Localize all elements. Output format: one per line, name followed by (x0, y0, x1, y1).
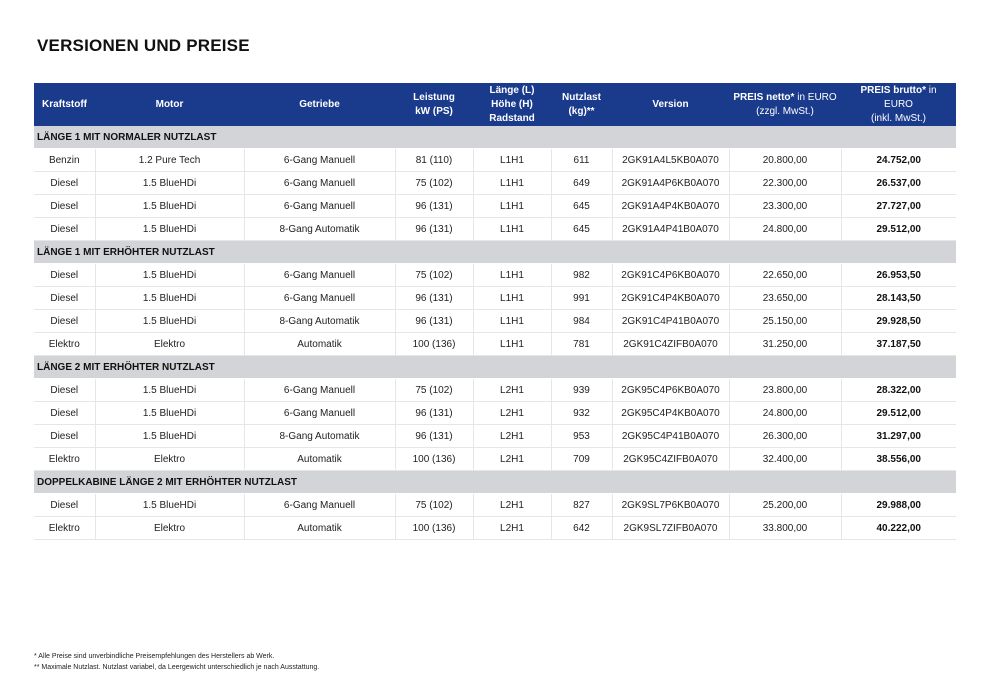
cell-fuel: Benzin (34, 149, 95, 172)
cell-price-net: 32.400,00 (729, 448, 841, 471)
header-power-line1: Leistung (413, 91, 455, 103)
header-gearbox: Getriebe (244, 83, 395, 126)
section-header-row (34, 356, 956, 379)
cell-fuel: Diesel (34, 218, 95, 241)
table-row (34, 425, 956, 448)
header-motor: Motor (95, 83, 244, 126)
table-row (34, 402, 956, 425)
cell-gearbox: 6-Gang Manuell (244, 402, 395, 425)
cell-fuel: Diesel (34, 402, 95, 425)
cell-power: 96 (131) (395, 218, 473, 241)
cell-gearbox: 6-Gang Manuell (244, 379, 395, 402)
header-dimensions-line2: Höhe (H) (491, 98, 533, 110)
cell-payload: 827 (551, 494, 612, 517)
cell-fuel: Diesel (34, 425, 95, 448)
cell-dimensions: L1H1 (473, 333, 551, 356)
cell-price-gross: 37.187,50 (841, 333, 956, 356)
header-price-net-rest: in EURO (794, 91, 837, 103)
cell-gearbox: Automatik (244, 517, 395, 540)
cell-price-net: 24.800,00 (729, 218, 841, 241)
cell-motor: 1.5 BlueHDi (95, 425, 244, 448)
table-row (34, 149, 956, 172)
page-title: VERSIONEN UND PREISE (37, 36, 250, 55)
header-dimensions (473, 83, 551, 126)
header-price-gross-line2: (inkl. MwSt.) (871, 112, 926, 124)
cell-version: 2GK9SL7ZIFB0A070 (612, 517, 729, 540)
cell-payload: 939 (551, 379, 612, 402)
cell-price-net: 25.150,00 (729, 310, 841, 333)
header-power-line2: kW (PS) (415, 105, 453, 117)
cell-payload: 984 (551, 310, 612, 333)
cell-price-net: 23.650,00 (729, 287, 841, 310)
cell-payload: 645 (551, 218, 612, 241)
cell-version: 2GK91A4P41B0A070 (612, 218, 729, 241)
cell-gearbox: Automatik (244, 448, 395, 471)
footnote-payload: ** Maximale Nutzlast. Nutzlast variabel, da Leergewicht unterschiedlich je nach Ausstattung. (34, 664, 320, 671)
header-price-net-line2: (zzgl. MwSt.) (756, 105, 814, 117)
cell-power: 75 (102) (395, 494, 473, 517)
header-payload-line2: (kg)** (568, 105, 595, 117)
cell-dimensions: L2H1 (473, 494, 551, 517)
cell-price-net: 22.300,00 (729, 172, 841, 195)
header-dimensions-line3: Radstand (489, 112, 535, 124)
cell-dimensions: L2H1 (473, 402, 551, 425)
cell-price-net: 22.650,00 (729, 264, 841, 287)
header-version: Version (612, 83, 729, 126)
cell-dimensions: L2H1 (473, 448, 551, 471)
cell-dimensions: L1H1 (473, 149, 551, 172)
table-row (34, 448, 956, 471)
header-payload-line1: Nutzlast (562, 91, 601, 103)
cell-motor: Elektro (95, 448, 244, 471)
section-title: DOPPELKABINE LÄNGE 2 MIT ERHÖHTER NUTZLAST (34, 471, 956, 494)
cell-payload: 645 (551, 195, 612, 218)
cell-power: 96 (131) (395, 310, 473, 333)
cell-fuel: Diesel (34, 195, 95, 218)
table-row (34, 172, 956, 195)
table-row (34, 517, 956, 540)
cell-version: 2GK91C4P41B0A070 (612, 310, 729, 333)
header-dimensions-line1: Länge (L) (489, 84, 535, 96)
cell-gearbox: 8-Gang Automatik (244, 218, 395, 241)
cell-motor: 1.5 BlueHDi (95, 402, 244, 425)
cell-payload: 953 (551, 425, 612, 448)
section-header-row (34, 471, 956, 494)
price-table (34, 83, 956, 540)
cell-price-gross: 26.537,00 (841, 172, 956, 195)
cell-fuel: Diesel (34, 494, 95, 517)
cell-gearbox: 6-Gang Manuell (244, 494, 395, 517)
cell-price-gross: 29.928,50 (841, 310, 956, 333)
cell-fuel: Diesel (34, 264, 95, 287)
cell-fuel: Diesel (34, 379, 95, 402)
cell-gearbox: Automatik (244, 333, 395, 356)
header-price-gross (841, 83, 956, 126)
table-row (34, 264, 956, 287)
cell-price-net: 23.300,00 (729, 195, 841, 218)
cell-power: 75 (102) (395, 172, 473, 195)
cell-price-net: 31.250,00 (729, 333, 841, 356)
cell-motor: 1.5 BlueHDi (95, 310, 244, 333)
cell-version: 2GK91A4P4KB0A070 (612, 195, 729, 218)
cell-price-net: 26.300,00 (729, 425, 841, 448)
cell-price-gross: 38.556,00 (841, 448, 956, 471)
cell-payload: 991 (551, 287, 612, 310)
cell-price-net: 24.800,00 (729, 402, 841, 425)
cell-price-gross: 28.322,00 (841, 379, 956, 402)
cell-dimensions: L2H1 (473, 517, 551, 540)
cell-motor: 1.5 BlueHDi (95, 195, 244, 218)
cell-dimensions: L1H1 (473, 218, 551, 241)
cell-price-net: 33.800,00 (729, 517, 841, 540)
cell-version: 2GK9SL7P6KB0A070 (612, 494, 729, 517)
table-row (34, 379, 956, 402)
cell-motor: 1.5 BlueHDi (95, 172, 244, 195)
cell-version: 2GK91C4P6KB0A070 (612, 264, 729, 287)
cell-power: 75 (102) (395, 379, 473, 402)
cell-version: 2GK91C4ZIFB0A070 (612, 333, 729, 356)
cell-version: 2GK95C4ZIFB0A070 (612, 448, 729, 471)
cell-power: 81 (110) (395, 149, 473, 172)
cell-power: 96 (131) (395, 195, 473, 218)
cell-power: 96 (131) (395, 287, 473, 310)
cell-payload: 642 (551, 517, 612, 540)
table-row (34, 195, 956, 218)
cell-motor: Elektro (95, 333, 244, 356)
table-row (34, 218, 956, 241)
cell-version: 2GK91A4P6KB0A070 (612, 172, 729, 195)
cell-fuel: Diesel (34, 310, 95, 333)
cell-gearbox: 6-Gang Manuell (244, 172, 395, 195)
cell-fuel: Elektro (34, 333, 95, 356)
section-header-row (34, 126, 956, 149)
cell-fuel: Elektro (34, 448, 95, 471)
cell-payload: 649 (551, 172, 612, 195)
cell-payload: 982 (551, 264, 612, 287)
footnotes (34, 651, 319, 673)
cell-fuel: Elektro (34, 517, 95, 540)
cell-price-gross: 24.752,00 (841, 149, 956, 172)
cell-power: 96 (131) (395, 425, 473, 448)
header-price-gross-rest: in EURO (884, 84, 937, 110)
cell-power: 96 (131) (395, 402, 473, 425)
cell-dimensions: L1H1 (473, 172, 551, 195)
cell-dimensions: L1H1 (473, 195, 551, 218)
cell-dimensions: L2H1 (473, 425, 551, 448)
cell-payload: 611 (551, 149, 612, 172)
section-title: LÄNGE 1 MIT NORMALER NUTZLAST (34, 126, 956, 149)
cell-power: 100 (136) (395, 448, 473, 471)
header-price-net-bold: PREIS netto* (733, 91, 795, 103)
header-power (395, 83, 473, 126)
cell-price-gross: 27.727,00 (841, 195, 956, 218)
cell-payload: 932 (551, 402, 612, 425)
cell-gearbox: 6-Gang Manuell (244, 264, 395, 287)
cell-price-gross: 28.143,50 (841, 287, 956, 310)
header-price-net (729, 83, 841, 126)
table-row (34, 310, 956, 333)
cell-motor: 1.5 BlueHDi (95, 287, 244, 310)
cell-power: 100 (136) (395, 333, 473, 356)
cell-price-net: 23.800,00 (729, 379, 841, 402)
cell-gearbox: 8-Gang Automatik (244, 310, 395, 333)
cell-gearbox: 6-Gang Manuell (244, 149, 395, 172)
cell-dimensions: L1H1 (473, 264, 551, 287)
cell-price-gross: 29.512,00 (841, 218, 956, 241)
cell-power: 75 (102) (395, 264, 473, 287)
cell-motor: 1.5 BlueHDi (95, 218, 244, 241)
cell-fuel: Diesel (34, 287, 95, 310)
cell-motor: 1.5 BlueHDi (95, 379, 244, 402)
cell-motor: 1.5 BlueHDi (95, 264, 244, 287)
cell-price-gross: 40.222,00 (841, 517, 956, 540)
cell-gearbox: 6-Gang Manuell (244, 195, 395, 218)
section-header-row (34, 241, 956, 264)
table-row (34, 287, 956, 310)
cell-gearbox: 8-Gang Automatik (244, 425, 395, 448)
cell-price-net: 20.800,00 (729, 149, 841, 172)
cell-version: 2GK91A4L5KB0A070 (612, 149, 729, 172)
cell-payload: 709 (551, 448, 612, 471)
cell-price-gross: 29.512,00 (841, 402, 956, 425)
cell-version: 2GK91C4P4KB0A070 (612, 287, 729, 310)
section-title: LÄNGE 1 MIT ERHÖHTER NUTZLAST (34, 241, 956, 264)
cell-motor: 1.5 BlueHDi (95, 494, 244, 517)
header-price-gross-bold: PREIS brutto* (860, 84, 926, 96)
cell-gearbox: 6-Gang Manuell (244, 287, 395, 310)
table-row (34, 333, 956, 356)
cell-power: 100 (136) (395, 517, 473, 540)
table-row (34, 494, 956, 517)
header-fuel: Kraftstoff (34, 83, 95, 126)
cell-price-gross: 26.953,50 (841, 264, 956, 287)
cell-payload: 781 (551, 333, 612, 356)
cell-motor: 1.2 Pure Tech (95, 149, 244, 172)
cell-price-gross: 31.297,00 (841, 425, 956, 448)
cell-dimensions: L1H1 (473, 287, 551, 310)
cell-version: 2GK95C4P41B0A070 (612, 425, 729, 448)
table-header-row (34, 83, 956, 126)
cell-price-gross: 29.988,00 (841, 494, 956, 517)
cell-version: 2GK95C4P4KB0A070 (612, 402, 729, 425)
cell-motor: Elektro (95, 517, 244, 540)
cell-dimensions: L2H1 (473, 379, 551, 402)
cell-fuel: Diesel (34, 172, 95, 195)
footnote-prices: * Alle Preise sind unverbindliche Preisempfehlungen des Herstellers ab Werk. (34, 653, 275, 660)
cell-version: 2GK95C4P6KB0A070 (612, 379, 729, 402)
section-title: LÄNGE 2 MIT ERHÖHTER NUTZLAST (34, 356, 956, 379)
cell-price-net: 25.200,00 (729, 494, 841, 517)
cell-dimensions: L1H1 (473, 310, 551, 333)
header-payload (551, 83, 612, 126)
